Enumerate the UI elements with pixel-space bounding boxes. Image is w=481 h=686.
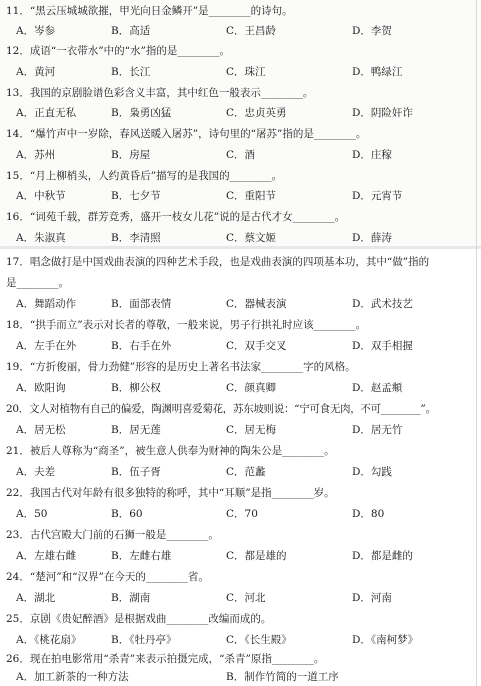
question-20-options bbox=[16, 424, 476, 437]
option-a: A．50 bbox=[16, 508, 48, 520]
question-19-stem: 19．“方折俊丽，骨力劲健”形容的是历史上著名书法家________字的风格。 bbox=[6, 361, 356, 373]
option-d: D．80 bbox=[352, 508, 385, 520]
question-12-options bbox=[16, 66, 476, 79]
option-c: C．重阳节 bbox=[226, 190, 277, 202]
option-d: D．阴险奸诈 bbox=[352, 107, 413, 119]
question-15-options bbox=[16, 190, 476, 203]
option-d: D．鸭绿江 bbox=[352, 66, 403, 78]
question-11-stem: 11．“黑云压城城欲摧，甲光向日金鳞开”是________的诗句。 bbox=[6, 5, 293, 17]
option-a: A．左雄右雌 bbox=[16, 550, 77, 562]
option-d: D．河南 bbox=[352, 592, 392, 604]
option-a: A．湖北 bbox=[16, 592, 56, 604]
option-a: A．岑参 bbox=[16, 25, 56, 37]
question-18-options bbox=[16, 340, 476, 353]
option-c: C．都是雄的 bbox=[226, 550, 287, 562]
option-b: B．制作竹简的一道工序 bbox=[226, 671, 339, 683]
option-c: C．双手交叉 bbox=[226, 340, 287, 352]
question-24-stem: 24．“楚河”和“汉界”在今天的________省。 bbox=[6, 571, 209, 583]
question-15-stem: 15．“月上柳梢头，人约黄昏后”描写的是我国的________。 bbox=[6, 170, 283, 182]
question-12-stem: 12．成语“一衣带水”中的“水”指的是________。 bbox=[6, 45, 230, 57]
question-25-options bbox=[16, 634, 476, 647]
option-b: B．伍子胥 bbox=[111, 466, 161, 478]
question-17-options bbox=[16, 298, 476, 311]
option-d: D．双手相握 bbox=[352, 340, 413, 352]
option-a: A．黄河 bbox=[16, 66, 56, 78]
question-13-options bbox=[16, 107, 476, 120]
question-24-options bbox=[16, 592, 476, 605]
question-16-options bbox=[16, 232, 476, 245]
option-d: D．居无竹 bbox=[352, 424, 403, 436]
option-a: A．居无松 bbox=[16, 424, 66, 436]
question-16-stem: 16．“词苑千载，群芳竞秀，盛开一枝女儿花”说的是古代才女________。 bbox=[6, 211, 346, 223]
option-b: B．《牡丹亭》 bbox=[111, 634, 177, 646]
option-d: D．赵孟頫 bbox=[352, 382, 403, 394]
question-21-options bbox=[16, 466, 476, 479]
option-b: B．枭勇凶猛 bbox=[111, 107, 172, 119]
question-20-stem: 20．文人对植物有自己的偏爱，陶渊明喜爱菊花，苏东坡则说：“宁可食无肉，不可________”。 bbox=[6, 403, 436, 415]
option-c: C．70 bbox=[226, 508, 258, 520]
option-b: B．居无莲 bbox=[111, 424, 161, 436]
option-c: C．器械表演 bbox=[226, 298, 287, 310]
option-b: B．60 bbox=[111, 508, 143, 520]
option-d: D．元宵节 bbox=[352, 190, 403, 202]
question-14-stem: 14．“爆竹声中一岁除，春风送暖入屠苏”，诗句里的“屠苏”指的是________。 bbox=[6, 128, 367, 140]
question-17-stem: 17．唱念做打是中国戏曲表演的四种艺术手段，也是戏曲表演的四项基本功，其中“做”指的 bbox=[6, 256, 430, 268]
option-b: B．高适 bbox=[111, 25, 151, 37]
option-a: A．舞蹈动作 bbox=[16, 298, 77, 310]
question-13-stem: 13．我国的京剧脸谱色彩含义丰富，其中红色一般表示________。 bbox=[6, 87, 314, 99]
question-22-options bbox=[16, 508, 476, 521]
question-11-options bbox=[16, 25, 476, 38]
option-d: D．武术技艺 bbox=[352, 298, 413, 310]
option-c: C．珠江 bbox=[226, 66, 266, 78]
question-17-stem-continued: 是________。 bbox=[6, 277, 69, 289]
question-18-stem: 18．“拱手而立”表示对长者的尊敬，一般来说，男子行拱礼时应该________。 bbox=[6, 319, 367, 331]
option-b: B．李清照 bbox=[111, 232, 161, 244]
question-22-stem: 22．我国古代对年龄有很多独特的称呼，其中“耳顺”是指________岁。 bbox=[6, 487, 335, 499]
option-b: B．柳公权 bbox=[111, 382, 161, 394]
option-b: B．湖南 bbox=[111, 592, 151, 604]
question-14-options bbox=[16, 149, 476, 162]
option-c: C．居无梅 bbox=[226, 424, 277, 436]
question-25-stem: 25．京剧《贵妃醉酒》是根据戏曲________改编而成的。 bbox=[6, 613, 272, 625]
option-a: A．《桃花扇》 bbox=[16, 634, 82, 646]
option-d: D．勾践 bbox=[352, 466, 392, 478]
option-c: C．蔡文姬 bbox=[226, 232, 277, 244]
option-d: D．李贺 bbox=[352, 25, 392, 37]
option-b: B．面部表情 bbox=[111, 298, 172, 310]
option-a: A．加工新茶的一种方法 bbox=[16, 671, 129, 683]
option-c: C．酒 bbox=[226, 149, 256, 161]
option-a: A．欧阳询 bbox=[16, 382, 66, 394]
question-26-stem: 26．现在拍电影常用“杀青”来表示拍摄完成，“杀青”原指________。 bbox=[6, 653, 325, 665]
option-b: B．右手在外 bbox=[111, 340, 172, 352]
question-26-options bbox=[16, 671, 476, 684]
option-c: C．忠贞英勇 bbox=[226, 107, 287, 119]
option-b: B．房屋 bbox=[111, 149, 151, 161]
page-edge bbox=[476, 0, 477, 686]
question-23-options bbox=[16, 550, 476, 563]
option-a: A．夫差 bbox=[16, 466, 56, 478]
question-21-stem: 21．被后人尊称为“商圣”，被生意人供奉为财神的陶朱公是________。 bbox=[6, 445, 335, 457]
option-b: B．七夕节 bbox=[111, 190, 161, 202]
option-d: D．薛涛 bbox=[352, 232, 392, 244]
option-b: B．左雌右雄 bbox=[111, 550, 172, 562]
option-c: C．河北 bbox=[226, 592, 266, 604]
option-d: D．庄稼 bbox=[352, 149, 392, 161]
option-c: C．范蠡 bbox=[226, 466, 266, 478]
option-c: C．《长生殿》 bbox=[226, 634, 292, 646]
option-d: D．都是雌的 bbox=[352, 550, 413, 562]
option-a: A．朱淑真 bbox=[16, 232, 66, 244]
option-c: C．王昌龄 bbox=[226, 25, 277, 37]
option-a: A．正直无私 bbox=[16, 107, 77, 119]
question-19-options bbox=[16, 382, 476, 395]
option-d: D．《南柯梦》 bbox=[352, 634, 419, 646]
option-a: A．中秋节 bbox=[16, 190, 66, 202]
option-a: A．苏州 bbox=[16, 149, 56, 161]
option-b: B．长江 bbox=[111, 66, 151, 78]
option-a: A．左手在外 bbox=[16, 340, 77, 352]
option-c: C．颜真卿 bbox=[226, 382, 277, 394]
question-23-stem: 23．古代宫殿大门前的石狮一般是________。 bbox=[6, 529, 219, 541]
